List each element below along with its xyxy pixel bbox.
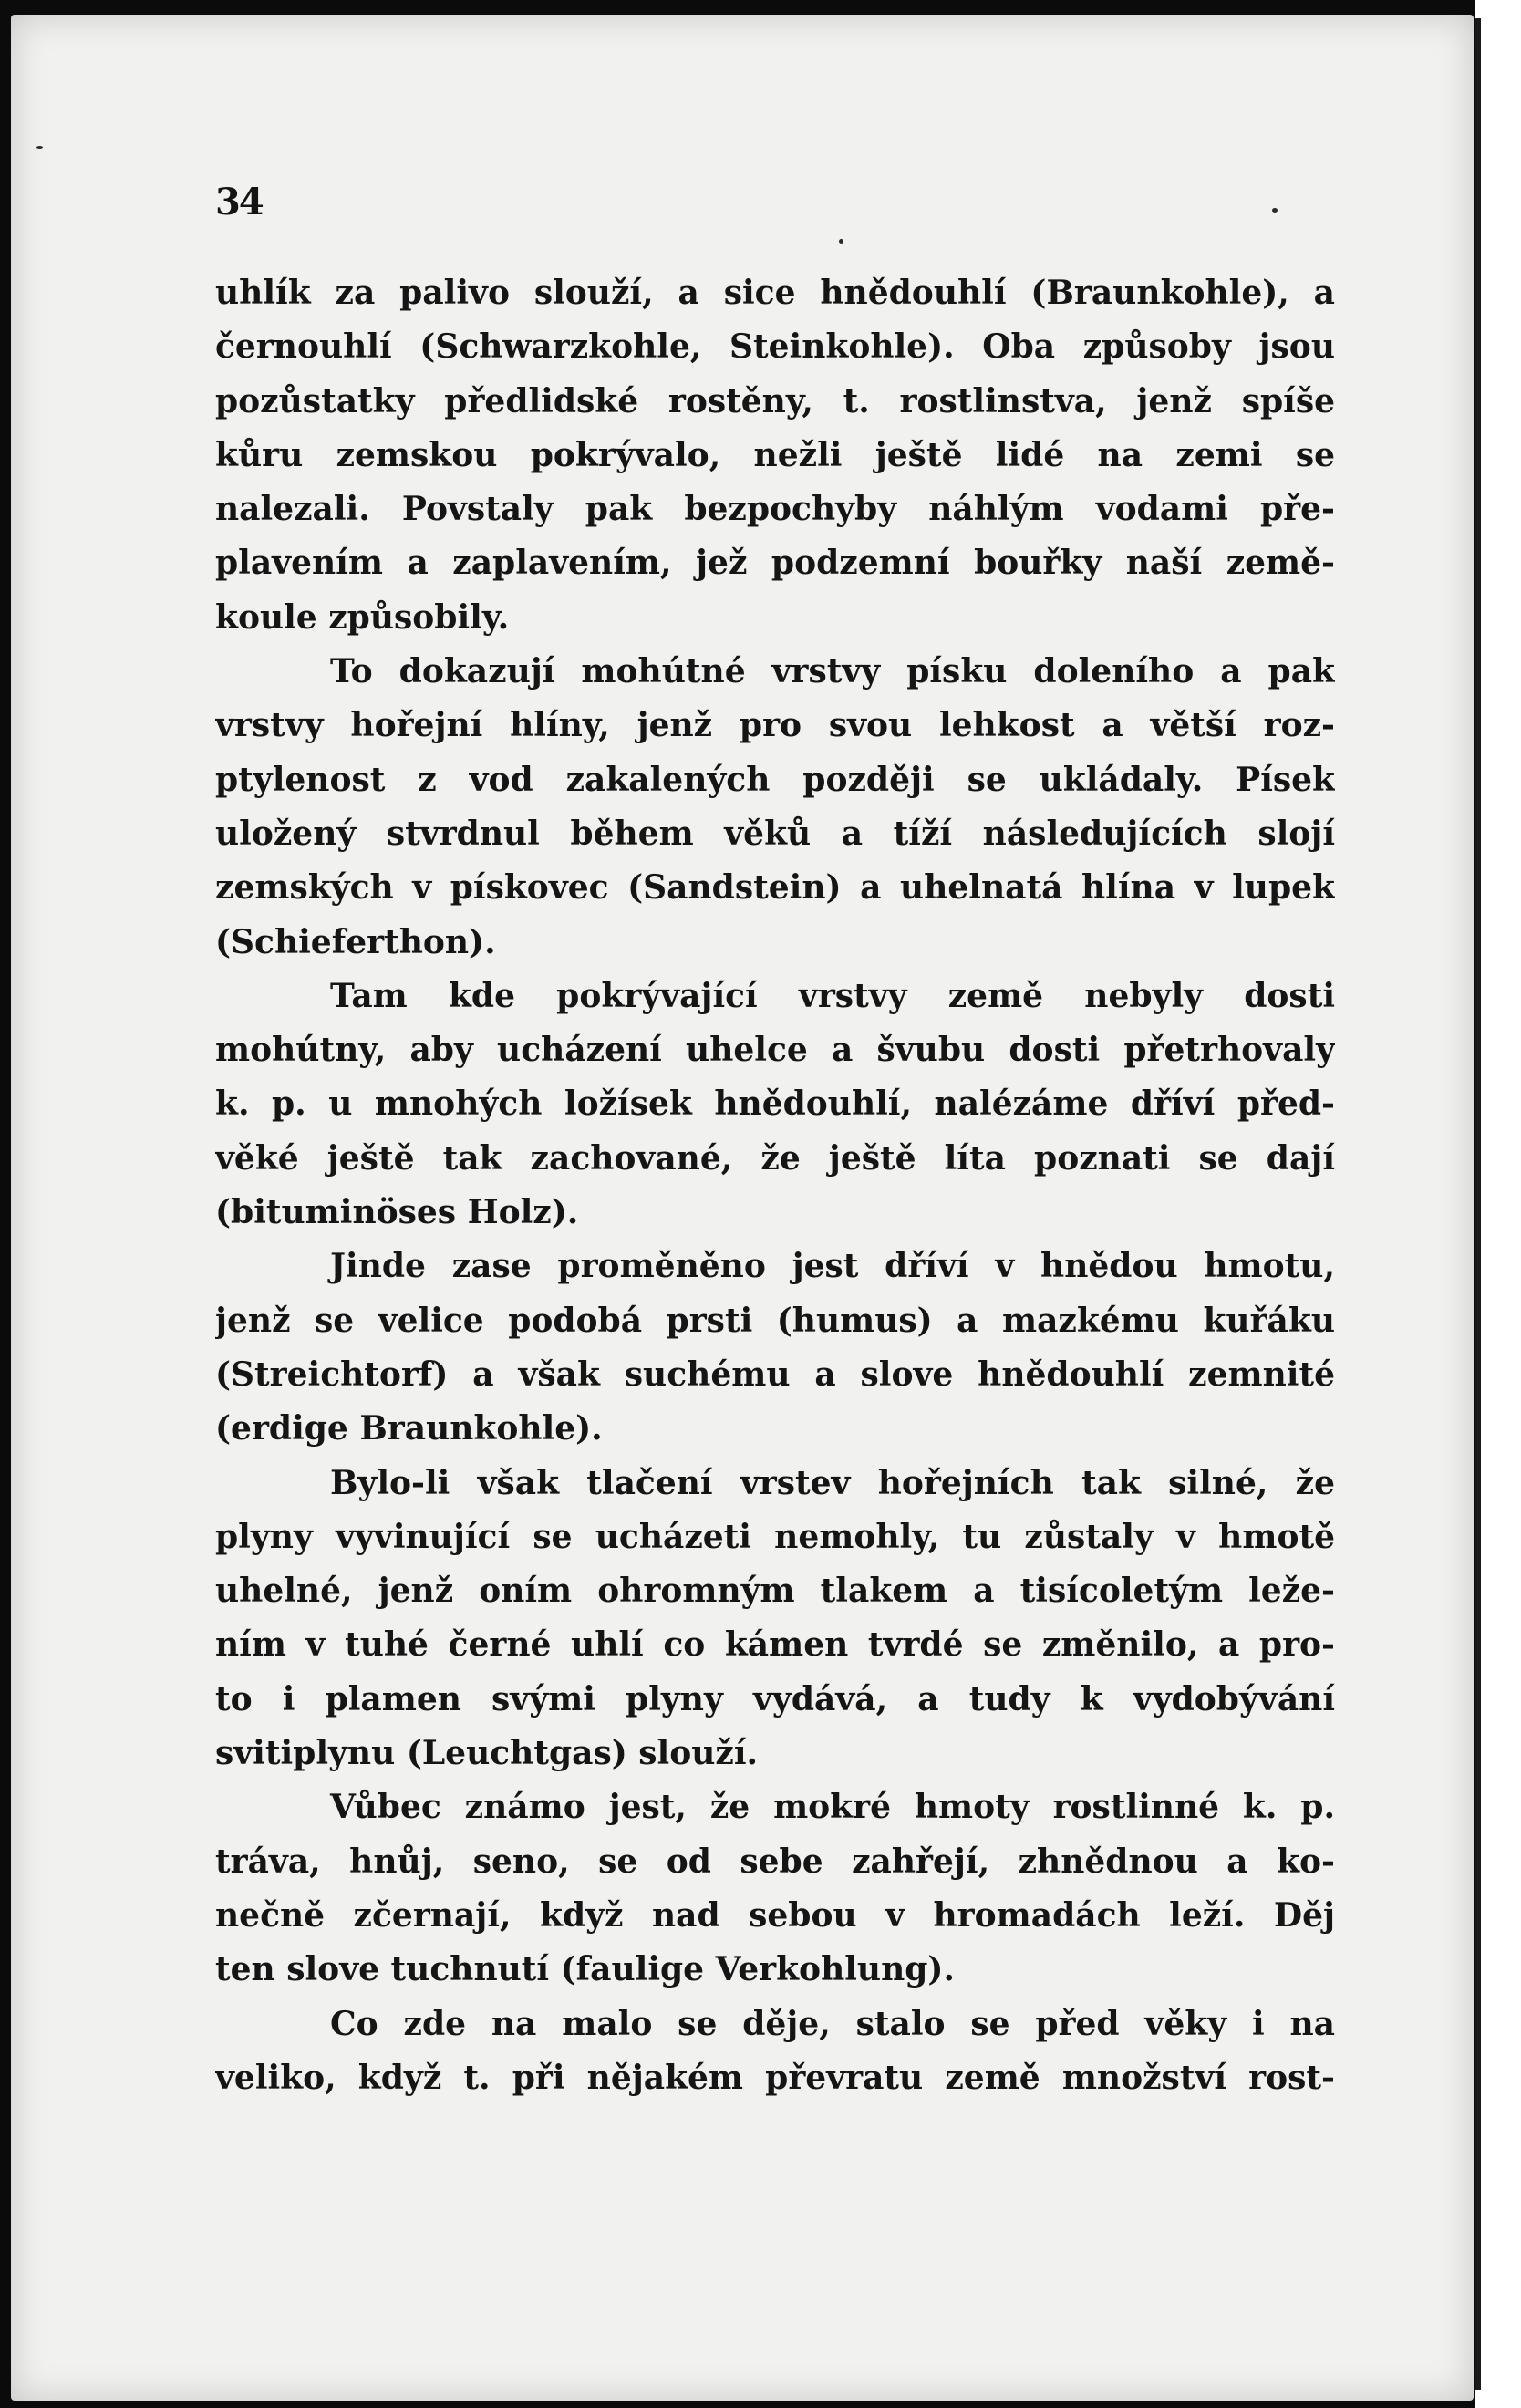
text-line: k. p. u mnohých ložísek hnědouhlí, nalézáme dříví před- xyxy=(215,1085,1335,1124)
text-line: svitiplynu (Leuchtgas) slouží. xyxy=(215,1734,759,1773)
page-gutter-shadow xyxy=(1475,18,1481,2390)
text-line: věké ještě tak zachované, že ještě líta poznati se dají xyxy=(215,1138,1335,1178)
text-line: Bylo-li však tlačení vrstev hořejních tak silné, že xyxy=(330,1463,1335,1502)
text-line: mohútny, aby ucházení uhelce a švubu dosti přetrhovaly xyxy=(215,1031,1335,1070)
text-line: (bituminöses Holz). xyxy=(215,1193,579,1232)
text-line: zemských v pískovec (Sandstein) a uhelnatá hlína v lupek xyxy=(215,868,1335,908)
text-line: kůru zemskou pokrývalo, nežli ještě lidé na zemi se xyxy=(215,435,1335,474)
text-line: (Streichtorf) a však suchému a slove hnědouhlí zemnité xyxy=(215,1354,1335,1394)
text-line: vrstvy hořejní hlíny, jenž pro svou lehkost a větší roz- xyxy=(215,706,1335,745)
paper-speck xyxy=(36,146,43,149)
text-line: ním v tuhé černé uhlí co kámen tvrdé se změnilo, a pro- xyxy=(215,1625,1335,1665)
text-line: nečně zčernají, když nad sebou v hromadách leží. Děj xyxy=(215,1895,1335,1935)
text-line: Vůbec známo jest, že mokré hmoty rostlinné k. p. xyxy=(330,1788,1335,1827)
text-line: Jinde zase proměněno jest dříví v hnědou hmotu, xyxy=(330,1247,1335,1286)
adjacent-page-edge xyxy=(1475,0,1521,2408)
text-line: uhlík za palivo slouží, a sice hnědouhlí (Braunkohle), a xyxy=(215,274,1335,312)
text-line: Tam kde pokrývající vrstvy země nebyly dosti xyxy=(330,976,1335,1015)
text-line: pozůstatky předlidské rostěny, t. rostlinstva, jenž spíše xyxy=(215,381,1335,420)
text-line: Co zde na malo se děje, stalo se před věky i na xyxy=(330,2004,1335,2043)
text-line: koule způsobily. xyxy=(215,597,510,637)
text-line: tráva, hnůj, seno, se od sebe zahřejí, zhnědnou a ko- xyxy=(215,1842,1335,1881)
text-line: to i plamen svými plyny vydává, a tudy k vydobývání xyxy=(215,1679,1335,1718)
text-line: veliko, když t. při nějakém převratu země množství rost- xyxy=(215,2058,1335,2097)
text-line: uhelné, jenž oním ohromným tlakem a tisícoletým leže- xyxy=(215,1572,1335,1611)
body-text xyxy=(215,266,1335,2105)
text-line: ten slove tuchnutí (faulige Verkohlung). xyxy=(215,1950,956,1989)
text-line: plyny vyvinující se ucházeti nemohly, tu zůstaly v hmotě xyxy=(215,1517,1335,1556)
text-line: ptylenost z vod zakalených později se ukládaly. Písek xyxy=(215,760,1335,799)
text-line: černouhlí (Schwarzkohle, Steinkohle). Oba způsoby jsou xyxy=(215,327,1335,367)
paper-speck xyxy=(839,239,843,244)
text-line: nalezali. Povstaly pak bezpochyby náhlým vodami pře- xyxy=(215,490,1335,529)
text-line: plavením a zaplavením, jež podzemní bouřky naší země- xyxy=(215,544,1335,583)
text-line: (erdige Braunkohle). xyxy=(215,1409,603,1448)
text-line: (Schieferthon). xyxy=(215,922,496,961)
text-line: uložený stvrdnul během věků a tíží následujících slojí xyxy=(215,814,1335,853)
text-line: jenž se velice podobá prsti (humus) a mazkému kuřáku xyxy=(215,1301,1335,1340)
text-line: To dokazují mohútné vrstvy písku doleního a pak xyxy=(330,652,1335,691)
paper-speck xyxy=(1272,208,1278,213)
page-number: 34 xyxy=(215,181,263,223)
